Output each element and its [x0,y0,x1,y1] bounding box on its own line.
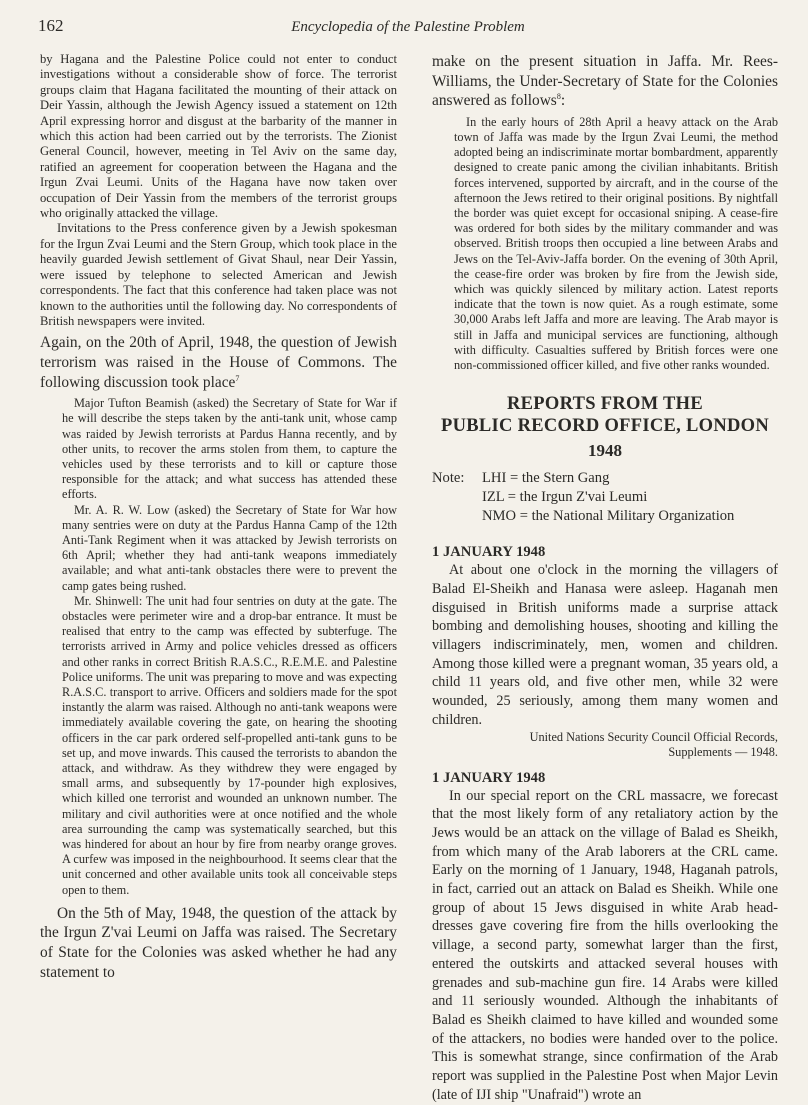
quote-low: Mr. A. R. W. Low (asked) the Secretary of State for War how many sentries were on duty at the Pardus Hanna Camp of the 12th Anti-Tank Regiment when it was attacked by Jewish terrorists on 6th April; whether they had anti-tank weapons immediately available; and what anti-tank obstacles there were to prevent the camp gates being rushed. [62,502,397,593]
quote-beamish: Major Tufton Beamish (asked) the Secretary of State for War if he will describe the steps taken by the anti-tank unit, whose camp was raided by Jewish terrorists at Pardus Hanna recently, and by other units, to recover the arms stolen from them, to capture the vehicles used by these terrorists and to kill or capture those responsible for the attack; and what success has attended these efforts. [62,396,397,502]
abbreviation-note [432,469,778,526]
left-column [40,52,397,982]
jaffa-continued-colon: : [560,92,566,110]
paragraph-press-conference: Invitations to the Press conference given by a Jewish spokesman for the Irgun Zvai Leumi and the Stern Group, which took place in the heavily guarded Jewish settlement of Givat Shaul, near Deir Yassin, were issued by telephone to selected American and Jewish correspondents. The fact that this conference had taken place was not known to the authorities until the following day. No correspondents of British newspapers were invited. [40,221,397,328]
source-line-1: United Nations Security Council Official Records, [529,729,778,744]
quote-rees-williams: In the early hours of 28th April a heavy attack on the Arab town of Jaffa was made by the Irgun Zvai Leumi, the method adopted being an indiscriminate mortar bombardment, apparently designed to create panic among the civilian inhabitants. British forces intervened, supported by aircraft, and in the course of the afternoon the Jews retired to their original positions. By nightfall the border was quiet except for occasional sniping. A cease-fire was ordered for both sides by the military commander and was observed. British troops then occupied a line between Arabs and Jews on the Tel-Aviv-Jaffa border. On the evening of 30th April, the cease-fire order was broken by fire from the Jewish side, which was quickly silenced by military action. Latest reports indicate that the town is now quiet. As a rough estimate, some 30,000 Arabs left Jaffa and more are leaving. The Arab mayor is still in Jaffa and municipal services are functioning, although with difficulty. Casualties suffered by British forces were one non-commissioned officer killed, and five other ranks wounded. [454,114,778,373]
right-column [432,52,778,1105]
footnote-ref-8: 8 [556,92,561,102]
entry-date-1: 1 JANUARY 1948 [432,544,546,561]
quote-shinwell: Mr. Shinwell: The unit had four sentries on duty at the gate. The obstacles were perimeter wire and a drop-bar entrance. It must be realised that entry to the camp was effected by subterfuge. The terrorists arrived in Army and police vehicles dressed as officers and other ranks in correct British R.A.S.C., R.E.M.E. and Palestine Police uniforms. The unit was preparing to move and was expecting R.A.S.C. transport to arrive. Officers and soldiers made for the spot instantly the alarm was raised. Although no anti-tank weapons were immediately available covering the gate, on hearing the shooting officers in the car park ordered self-propelled anti-tank guns to be set up, and move inwards. This caused the terrorists to abandon the attack, and withdraw. As they withdrew they were engaged by small arms, and subsequently by 17-pounder high explosives, which killed one terrorist and wounded an unknown number. The military and civil authorities were at once notified and the whole area surrounding the camp was systematically searched, but this was hindered for about an hour by fire from nearby orange groves. A curfew was imposed in the neighbourhood. It seems clear that the unit concerned and other available units took all conceivable steps open to them. [62,593,397,897]
note-item-nmo: NMO = the National Military Organization [482,508,735,525]
jaffa-continued-text: make on the present situation in Jaffa. Mr. Rees-Williams, the Under-Secretary of State for the Colonies answered as follows [432,53,778,110]
note-label: Note: [432,470,465,487]
paragraph-deir-yassin: by Hagana and the Palestine Police could not enter to conduct investigations without a considerable show of force. The terrorist groups claim that Hagana facilitated the mounting of their attack on Deir Yassin, although the Jewish Agency issued a statement on 12th April expressing horror and disgust at the barbarity of the manner in which this action had been carried out by the terrorists. The Zionist General Council, however, meeting in Tel Aviv on the same day, ratified an agreement for cooperation between the Hagana and the Irgun Zvai Leumi. Units of the Hagana have now taken over occupation of Deir Yassin from the members of the terrorist groups who originally attacked the village. [40,52,397,221]
page-header [38,8,778,36]
section-heading-line-2: PUBLIC RECORD OFFICE, LONDON [440,416,770,437]
note-item-izl: IZL = the Irgun Z'vai Leumi [482,489,648,506]
page-number: 162 [38,16,64,35]
entry-text-1: At about one o'clock in the morning the villagers of Balad El-Sheikh and Hanasa were asleep. Haganah men disguised in British uniforms made a surprise attack bombing and demolishing houses, shooting and killing the villagers indiscriminately, men, women and children. Among those killed were a pregnant woman, 35 years old, a child 11 years old, and five other men, while 32 were wounded, 25 seriously, among them many women and children. [432,562,778,728]
running-title: Encyclopedia of the Palestine Problem [291,19,525,35]
footnote-ref-7: 7 [235,373,240,383]
section-heading-line-1: REPORTS FROM THE [506,394,704,415]
commons-intro-text: Again, on the 20th of April, 1948, the question of Jewish terrorism was raised in the House of Commons. The following discussion took place [40,334,397,391]
entry-source-1 [432,730,778,760]
entry-text-2: In our special report on the CRL massacre, we forecast that the most likely form of any retaliatory action by the Jews would be an attack on the village of Balad es Sheikh, from which many of the Arab laborers at the CRL came. Early on the morning of 1 January, 1948, Haganah patrols, in fact, carried out an attack on Balad es Sheikh. While one group of about 15 Jews disguised in white Arab head-dresses gave covering fire from the hills overlooking the village, a second party, somewhat larger than the first, entered the outskirts and attacked several houses with grenades and sub-machine gun fire. 14 Arabs were killed and 11 seriously wounded. Although the inhabitants of Balad es Sheikh claimed to have killed and wounded some of the attackers, no bodies were handed over to the police. This is somewhat strange, since confirmation of the Arab report was supplied in the Palestine Post when Major Levin (late of IJI ship "Unafraid") wrote an [432,787,778,1103]
paragraph-commons-intro [40,333,397,392]
section-year: 1948 [588,441,622,461]
entry-date-2: 1 JANUARY 1948 [432,769,546,786]
paragraph-jaffa-intro: On the 5th of May, 1948, the question of the attack by the Irgun Z'vai Leumi on Jaffa was raised. The Secretary of State for the Colonies was asked whether he had any statement to [40,904,397,981]
paragraph-jaffa-continued [432,52,778,111]
source-line-2: Supplements — 1948. [668,744,778,759]
note-item-lhi: LHI = the Stern Gang [482,470,610,487]
section-heading [432,393,778,437]
